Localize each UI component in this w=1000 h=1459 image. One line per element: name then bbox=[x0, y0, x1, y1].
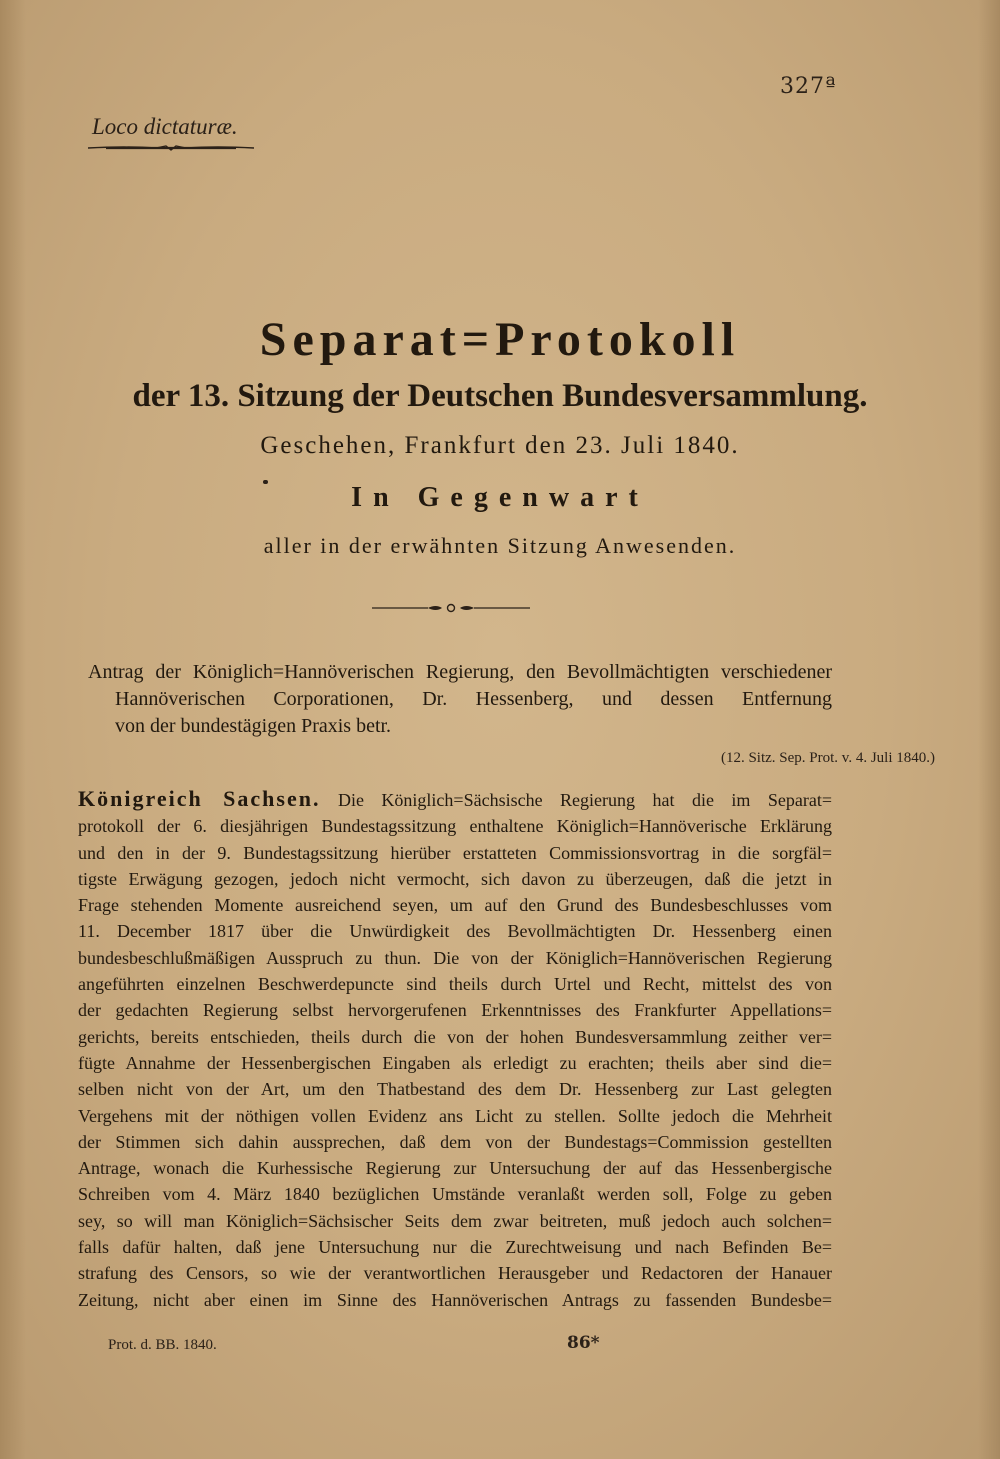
document-title: Separat=Protokoll bbox=[259, 313, 741, 366]
body-line: selben nicht von der Art, um den Thatbestand des dem Dr. Hessenberg zur Last gelegten bbox=[78, 1079, 832, 1100]
antrag-line: von der bundestägigen Praxis betr. bbox=[115, 715, 392, 737]
body-first-line bbox=[78, 786, 832, 813]
body-line: angeführten einzelnen Beschwerdepuncte sind theils durch Urtel und Recht, mittelst des von bbox=[78, 974, 832, 995]
body-line: tigste Erwägung gezogen, jedoch nicht vermocht, sich davon zu überzeugen, daß die jetzt in bbox=[78, 868, 832, 889]
loco-underline-flourish bbox=[86, 143, 256, 153]
reference-text: (12. Sitz. Sep. Prot. v. 4. Juli 1840.) bbox=[720, 750, 935, 766]
antrag-line: Antrag der Königlich=Hannöverischen Regierung, den Bevollmächtigten verschiedener bbox=[88, 661, 832, 683]
presence-heading: In Gegenwart bbox=[351, 482, 649, 513]
antrag-heading bbox=[88, 659, 832, 740]
page-edge-right bbox=[978, 0, 1000, 1459]
date-line: Geschehen, Frankfurt den 23. Juli 1840. bbox=[260, 432, 740, 459]
loco-dictaturae-note: Loco dictaturæ. bbox=[92, 114, 238, 139]
body-line: Schreiben vom 4. März 1840 bezüglichen Umstände veranlaßt werden soll, Folge zu geben bbox=[78, 1184, 832, 1205]
body-line: Frage stehenden Momente ausreichend seyen, um auf den Grund des Bundesbeschlusses vom bbox=[78, 895, 832, 916]
body-line: falls dafür halten, daß jene Untersuchung nur die Zurechtweisung und nach Befinden Be= bbox=[78, 1237, 832, 1258]
body-lead-heading: Königreich Sachsen. bbox=[78, 786, 321, 811]
body-line: Vergehens mit der nöthigen vollen Evidenz ans Licht zu stellen. Sollte jedoch die Mehrheit bbox=[78, 1105, 832, 1126]
ornament-divider bbox=[370, 600, 532, 616]
body-paragraph bbox=[78, 786, 832, 1313]
footer-protocol-reference: Prot. d. BB. 1840. bbox=[108, 1337, 217, 1353]
page-edge-left bbox=[0, 0, 26, 1459]
footer-signature-mark: 86* bbox=[567, 1333, 600, 1353]
antrag-line: Hannöverischen Corporationen, Dr. Hessenberg, und dessen Entfernung bbox=[115, 688, 832, 710]
body-line: Zeitung, nicht aber einen im Sinne des Hannöverischen Antrags zu fassenden Bundesbe= bbox=[78, 1289, 832, 1310]
presence-subheading: aller in der erwähnten Sitzung Anwesenden. bbox=[263, 533, 737, 558]
body-line: der gedachten Regierung selbst hervorgerufenen Erkenntnisses des Frankfurter Appellations= bbox=[78, 1000, 832, 1021]
body-line: 11. December 1817 über die Unwürdigkeit des Bevollmächtigten Dr. Hessenberg einen bbox=[78, 921, 832, 942]
body-line: und den in der 9. Bundestagssitzung hierüber erstatteten Commissionsvortrag in die sorgfäl= bbox=[78, 842, 832, 863]
body-line: der Stimmen sich dahin aussprechen, daß dem von der Bundestags=Commission gestellten bbox=[78, 1131, 832, 1152]
body-line: gerichts, bereits entschieden, theils durch die von der hohen Bundesversammlung zeither ver= bbox=[78, 1026, 832, 1047]
body-line: bundesbeschlußmäßigen Ausspruch zu thun. Die von der Königlich=Hannöverischen Regierung bbox=[78, 947, 832, 968]
body-line: sey, so will man Königlich=Sächsischer Seits dem zwar beitreten, muß jedoch auch solchen= bbox=[78, 1210, 832, 1231]
page-number: 327ª bbox=[780, 74, 837, 99]
body-line: protokoll der 6. diesjährigen Bundestagssitzung enthaltene Königlich=Hannöverische Erklärung bbox=[78, 816, 832, 837]
body-line: fügte Annahme der Hessenbergischen Eingaben als erledigt zu erachten; theils aber sind die= bbox=[78, 1052, 832, 1073]
body-line: Antrage, wonach die Kurhessische Regierung zur Untersuchung der auf das Hessenbergische bbox=[78, 1158, 832, 1179]
body-first-line-text: Die Königlich=Sächsische Regierung hat die im Separat= bbox=[337, 790, 832, 810]
body-line: strafung des Censors, so wie der verantwortlichen Herausgeber und Redactoren der Hanauer bbox=[78, 1263, 832, 1284]
document-subtitle: der 13. Sitzung der Deutschen Bundesversammlung. bbox=[132, 378, 868, 414]
reference-citation bbox=[0, 750, 935, 767]
